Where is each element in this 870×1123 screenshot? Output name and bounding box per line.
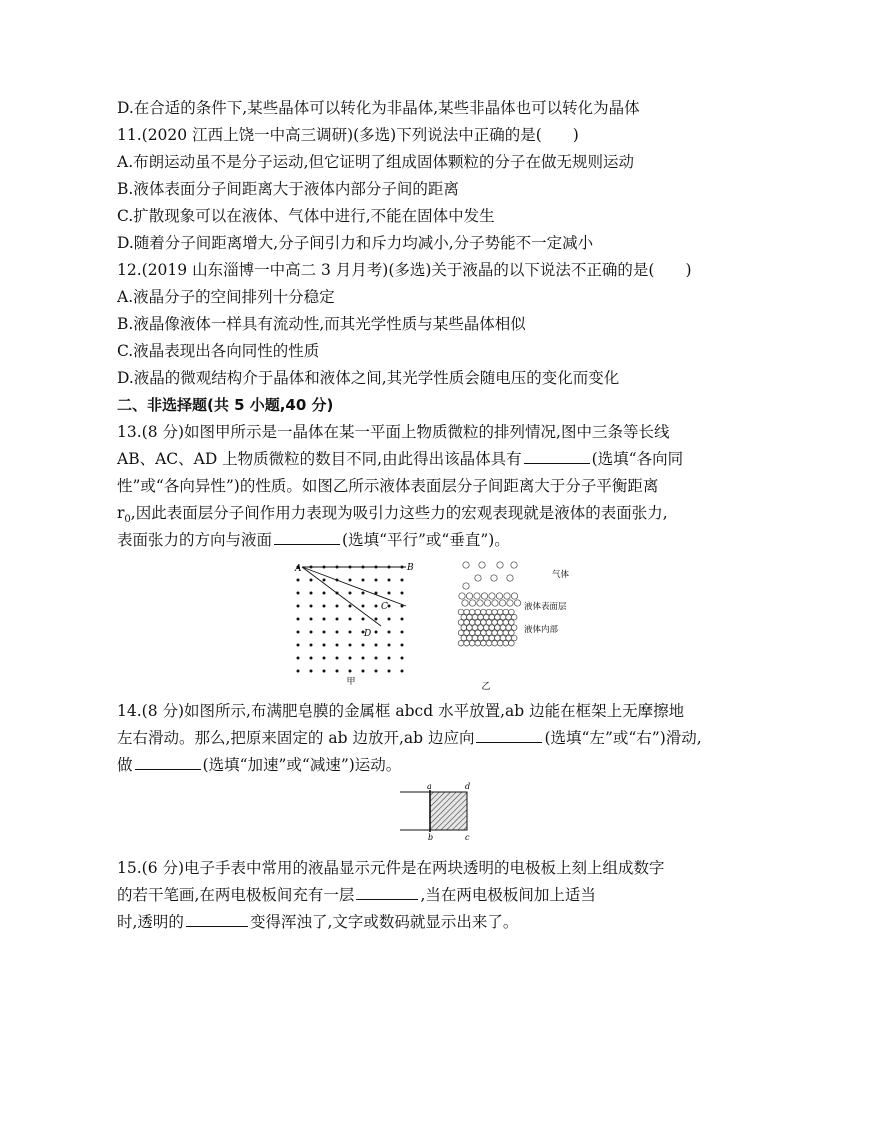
lattice-particle: [362, 592, 365, 595]
surface-molecule: [466, 593, 472, 599]
lattice-particle: [323, 592, 326, 595]
inner-molecule: [481, 640, 487, 646]
inner-molecule: [464, 630, 470, 636]
lattice-particle: [336, 670, 339, 673]
inner-molecule: [500, 635, 506, 641]
surface-molecule: [489, 593, 495, 599]
inner-molecule: [467, 614, 473, 620]
inner-molecule: [506, 625, 512, 631]
lattice-particle: [349, 618, 352, 621]
inner-molecule: [481, 630, 487, 636]
q12-option-d: D.液晶的微观结构介于晶体和液体之间,其光学性质会随电压的变化而变化: [117, 369, 620, 387]
lattice-particle: [401, 592, 404, 595]
line-ad: [302, 567, 381, 626]
inner-molecule: [503, 620, 509, 626]
lattice-particle: [349, 644, 352, 647]
lattice-particle: [310, 644, 313, 647]
lattice-particle: [310, 592, 313, 595]
lattice-particle: [297, 605, 300, 608]
q13-line-1: 13.(8 分)如图甲所示是一晶体在某一平面上物质微粒的排列情况,图中三条等长线: [117, 423, 670, 441]
inner-molecule: [506, 635, 512, 641]
inner-molecule: [509, 640, 515, 646]
lattice-particle: [349, 592, 352, 595]
lattice-particle: [310, 670, 313, 673]
q13-text: r: [117, 504, 125, 522]
surface-molecule: [469, 600, 475, 606]
gas-molecule: [475, 575, 481, 581]
answer-blank[interactable]: [476, 728, 542, 743]
lattice-particle: [375, 644, 378, 647]
inner-molecule: [511, 614, 517, 620]
lattice-particle: [310, 631, 313, 634]
figure-soap-film-frame: [398, 782, 498, 842]
q13-text: (选填“平行”或“垂直”)。: [342, 531, 510, 549]
inner-molecule: [458, 609, 464, 615]
caption-yi: 乙: [481, 682, 491, 690]
inner-molecule: [472, 635, 478, 641]
q13-line-3: 性”或“各向异性”)的性质。如图乙所示液体表面层分子间距离大于分子平衡距离: [117, 477, 659, 495]
inner-molecule: [467, 635, 473, 641]
lattice-particle: [349, 670, 352, 673]
label-b: b: [428, 833, 434, 842]
label-inner: 液体内部: [524, 625, 559, 635]
q13-line-2: [117, 448, 683, 470]
lattice-particle: [375, 631, 378, 634]
q11-option-d: D.随着分子间距离增大,分子间引力和斥力均减小,分子势能不一定减小: [117, 234, 594, 252]
q14-text: 做: [117, 756, 133, 774]
q14-line-2: [117, 727, 702, 749]
lattice-particle: [297, 631, 300, 634]
q10-option-d: D.在合适的条件下,某些晶体可以转化为非晶体,某些非晶体也可以转化为晶体: [117, 99, 640, 117]
q14-text: (选填“加速”或“减速”)运动。: [202, 756, 402, 774]
lattice-particle: [323, 631, 326, 634]
lattice-particle: [388, 579, 391, 582]
lattice-particle: [323, 657, 326, 660]
q13-text: ,因此表面层分子间作用力表现为吸引力这些力的宏观表现就是液体的表面张力,: [130, 504, 668, 522]
gas-molecule: [511, 562, 517, 568]
inner-molecule: [497, 609, 503, 615]
inner-molecule: [481, 620, 487, 626]
lattice-particle: [362, 579, 365, 582]
q13-text: 表面张力的方向与液面: [117, 531, 273, 549]
lattice-particle: [401, 618, 404, 621]
q11-option-c: C.扩散现象可以在液体、气体中进行,不能在固体中发生: [117, 207, 495, 225]
lattice-particle: [336, 605, 339, 608]
gas-molecule: [491, 575, 497, 581]
inner-molecule: [458, 640, 464, 646]
surface-molecule: [481, 593, 487, 599]
surface-molecule: [484, 600, 490, 606]
surface-molecule: [492, 600, 498, 606]
gas-molecule: [497, 562, 503, 568]
inner-molecule: [489, 625, 495, 631]
inner-molecule: [503, 630, 509, 636]
lattice-particle: [401, 631, 404, 634]
q14-text: 左右滑动。那么,把原来固定的 ab 边放开,ab 边应向: [117, 729, 475, 747]
q13-text: (选填“各向同: [591, 450, 684, 468]
inner-molecule: [503, 640, 509, 646]
inner-molecule: [464, 620, 470, 626]
inner-molecule: [509, 630, 515, 636]
inner-molecule: [469, 640, 475, 646]
label-surface: 液体表面层: [524, 602, 567, 612]
inner-molecule: [492, 620, 498, 626]
answer-blank[interactable]: [274, 530, 340, 545]
q11-option-b: B.液体表面分子间距离大于液体内部分子间的距离: [117, 180, 459, 198]
q15-line-2: [117, 884, 596, 906]
inner-molecule: [472, 625, 478, 631]
caption-jia: 甲: [346, 677, 356, 686]
inner-molecule: [497, 630, 503, 636]
surface-molecule: [459, 593, 465, 599]
inner-molecule: [478, 635, 484, 641]
lattice-particle: [401, 644, 404, 647]
inner-molecule: [509, 609, 515, 615]
inner-molecule: [511, 635, 517, 641]
figure-jia-lattice: [286, 556, 416, 686]
lattice-particle: [401, 657, 404, 660]
q13-subscript: 0: [124, 514, 131, 526]
inner-molecule: [486, 620, 492, 626]
lattice-particle: [375, 670, 378, 673]
inner-molecule: [472, 614, 478, 620]
lattice-particle: [310, 657, 313, 660]
soap-film: [430, 792, 467, 830]
inner-molecule: [464, 609, 470, 615]
q14-text: (选填“左”或“右”)滑动,: [544, 729, 702, 747]
q12-option-c: C.液晶表现出各向同性的性质: [117, 342, 320, 360]
lattice-particle: [336, 618, 339, 621]
inner-molecule: [483, 635, 489, 641]
surface-molecule: [496, 593, 502, 599]
inner-molecule: [458, 630, 464, 636]
inner-molecule: [497, 620, 503, 626]
gas-molecule: [463, 583, 469, 589]
gas-molecule: [507, 575, 513, 581]
surface-molecule: [504, 593, 510, 599]
q15-line-3: [117, 911, 518, 933]
q15-text: 时,透明的: [117, 913, 184, 931]
q14-line-3: [117, 754, 401, 776]
lattice-particle: [323, 670, 326, 673]
inner-molecule: [492, 609, 498, 615]
inner-molecule: [492, 630, 498, 636]
lattice-particle: [349, 631, 352, 634]
inner-molecule: [467, 625, 473, 631]
lattice-particle: [336, 631, 339, 634]
inner-molecule: [461, 614, 467, 620]
surface-molecule: [511, 593, 517, 599]
inner-molecule: [503, 609, 509, 615]
q15-line-1: 15.(6 分)电子手表中常用的液晶显示元件是在两块透明的电极板上刻上组成数字: [117, 859, 665, 877]
inner-molecule: [475, 630, 481, 636]
inner-molecule: [486, 609, 492, 615]
lattice-particle: [297, 579, 300, 582]
answer-blank[interactable]: [524, 449, 590, 464]
lattice-particle: [323, 579, 326, 582]
inner-molecule: [486, 640, 492, 646]
inner-molecule: [509, 620, 515, 626]
lattice-particle: [388, 670, 391, 673]
inner-molecule: [478, 614, 484, 620]
inner-molecule: [469, 620, 475, 626]
inner-molecule: [500, 625, 506, 631]
inner-molecule: [506, 614, 512, 620]
answer-blank[interactable]: [135, 755, 201, 770]
lattice-particle: [297, 618, 300, 621]
surface-molecule: [462, 600, 468, 606]
q13-line-5: [117, 529, 510, 551]
surface-molecule: [477, 600, 483, 606]
lattice-particle: [310, 605, 313, 608]
lattice-particle: [401, 670, 404, 673]
q11-stem: 11.(2020 江西上饶一中高三调研)(多选)下列说法中正确的是( ): [117, 126, 579, 144]
q14-line-1: 14.(8 分)如图所示,布满肥皂膜的金属框 abcd 水平放置,ab 边能在框架上无摩擦地: [117, 702, 685, 720]
answer-blank[interactable]: [186, 912, 248, 927]
figure-yi-liquid: [450, 556, 590, 690]
line-ac: [302, 567, 406, 606]
lattice-particle: [388, 605, 391, 608]
lattice-particle: [336, 644, 339, 647]
inner-molecule: [481, 609, 487, 615]
q13-text: AB、AC、AD 上物质微粒的数目不同,由此得出该晶体具有: [117, 450, 522, 468]
lattice-particle: [297, 592, 300, 595]
inner-molecule: [492, 640, 498, 646]
lattice-particle: [349, 657, 352, 660]
lattice-particle: [388, 618, 391, 621]
surface-molecule: [499, 600, 505, 606]
inner-molecule: [495, 614, 501, 620]
lattice-particle: [323, 618, 326, 621]
gas-molecule: [479, 562, 485, 568]
answer-blank[interactable]: [356, 885, 418, 900]
lattice-particle: [388, 592, 391, 595]
lattice-particle: [310, 579, 313, 582]
q12-option-a: A.液晶分子的空间排列十分稳定: [117, 288, 335, 306]
lattice-particle: [297, 644, 300, 647]
inner-molecule: [464, 640, 470, 646]
lattice-particle: [362, 618, 365, 621]
lattice-particle: [401, 579, 404, 582]
label-a: A: [295, 564, 302, 574]
lattice-particle: [362, 605, 365, 608]
lattice-particle: [362, 657, 365, 660]
lattice-particle: [323, 644, 326, 647]
label-c: C: [381, 602, 388, 612]
inner-molecule: [461, 635, 467, 641]
label-d: d: [465, 782, 471, 791]
inner-molecule: [489, 635, 495, 641]
inner-molecule: [495, 635, 501, 641]
inner-molecule: [483, 614, 489, 620]
inner-molecule: [475, 609, 481, 615]
lattice-particle: [336, 657, 339, 660]
label-c: c: [465, 833, 470, 842]
label-gas: 气体: [552, 570, 570, 580]
q15-text: 的若干笔画,在两电极板间充有一层: [117, 886, 355, 904]
lattice-particle: [375, 657, 378, 660]
label-b: B: [407, 563, 414, 573]
lattice-particle: [375, 605, 378, 608]
inner-molecule: [478, 625, 484, 631]
gas-molecule: [463, 562, 469, 568]
q13-line-4: [117, 502, 668, 531]
q15-text: 变得浑浊了,文字或数码就显示出来了。: [249, 913, 519, 931]
inner-molecule: [461, 625, 467, 631]
lattice-particle: [362, 670, 365, 673]
inner-molecule: [497, 640, 503, 646]
inner-molecule: [469, 630, 475, 636]
inner-molecule: [500, 614, 506, 620]
inner-molecule: [475, 640, 481, 646]
surface-molecule: [507, 600, 513, 606]
inner-molecule: [511, 625, 517, 631]
lattice-particle: [388, 631, 391, 634]
lattice-particle: [375, 618, 378, 621]
inner-molecule: [483, 625, 489, 631]
lattice-particle: [310, 618, 313, 621]
inner-molecule: [458, 620, 464, 626]
lattice-particle: [323, 605, 326, 608]
lattice-particle: [297, 657, 300, 660]
lattice-particle: [349, 579, 352, 582]
lattice-particle: [388, 644, 391, 647]
inner-molecule: [495, 625, 501, 631]
inner-molecule: [486, 630, 492, 636]
lattice-particle: [388, 657, 391, 660]
section-heading: 二、非选择题(共 5 小题,40 分): [117, 396, 334, 414]
q12-stem: 12.(2019 山东淄博一中高二 3 月月考)(多选)关于液晶的以下说法不正确的是( ): [117, 261, 692, 279]
inner-molecule: [475, 620, 481, 626]
lattice-particle: [349, 605, 352, 608]
lattice-particle: [375, 579, 378, 582]
q11-option-a: A.布朗运动虽不是分子运动,但它证明了组成固体颗粒的分子在做无规则运动: [117, 153, 635, 171]
q15-text: ,当在两电极板间加上适当: [420, 886, 596, 904]
lattice-particle: [362, 644, 365, 647]
label-a: a: [427, 782, 432, 791]
q12-option-b: B.液晶像液体一样具有流动性,而其光学性质与某些晶体相似: [117, 315, 526, 333]
lattice-particle: [297, 670, 300, 673]
inner-molecule: [469, 609, 475, 615]
surface-molecule: [514, 600, 520, 606]
label-d: D: [364, 629, 372, 639]
inner-molecule: [489, 614, 495, 620]
surface-molecule: [474, 593, 480, 599]
